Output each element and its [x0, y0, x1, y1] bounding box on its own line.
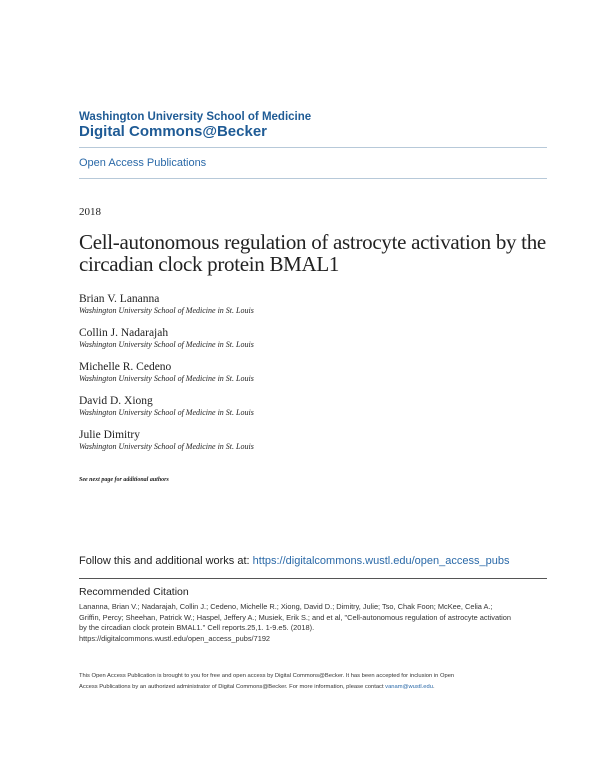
author-list — [79, 292, 479, 462]
footer-line — [79, 682, 549, 693]
citation-line: Griffin, Percy; Sheehan, Patrick W.; Haspel, Jeffery A.; Musiek, Erik S.; and et al, "Cell-autonomous regulation of astrocyte activation — [79, 612, 512, 622]
citation-url[interactable]: https://digitalcommons.wustl.edu/open_access_pubs/7192 — [79, 633, 271, 643]
repository-name[interactable]: Digital Commons@Becker — [79, 123, 268, 140]
recommended-citation-text — [79, 602, 549, 644]
recommended-citation-heading: Recommended Citation — [79, 586, 189, 598]
author-entry — [79, 292, 479, 316]
author-entry — [79, 326, 479, 350]
publication-year: 2018 — [79, 206, 101, 218]
footer-line2-prefix: Access Publications by an authorized administrator of Digital Commons@Becker. For more information, please contact — [79, 683, 386, 690]
institution-name: Washington University School of Medicine — [79, 111, 312, 123]
author-entry — [79, 394, 479, 418]
author-affiliation: Washington University School of Medicine in St. Louis — [79, 408, 254, 417]
citation-line: Lananna, Brian V.; Nadarajah, Collin J.; Cedeno, Michelle R.; Xiong, David D.; Dimitry, Julie; Tso, Chak Foon; McKee, Celia A.; — [79, 602, 493, 611]
author-affiliation: Washington University School of Medicine in St. Louis — [79, 374, 254, 383]
header-divider-bottom — [79, 178, 547, 179]
header-divider-top — [79, 147, 547, 148]
author-affiliation: Washington University School of Medicine in St. Louis — [79, 340, 254, 349]
contact-email-link[interactable]: vanam@wustl.edu — [385, 683, 433, 690]
footer-line2-suffix: . — [432, 683, 435, 690]
author-affiliation: Washington University School of Medicine in St. Louis — [79, 306, 254, 315]
author-name: David D. Xiong — [79, 395, 153, 407]
follow-line — [79, 555, 509, 567]
author-entry — [79, 360, 479, 384]
collection-link[interactable]: Open Access Publications — [79, 157, 207, 169]
see-next-page-note: See next page for additional authors — [79, 477, 169, 483]
citation-line: by the circadian clock protein BMAL1." Cell reports.25,1. 1-9.e5. (2018). — [79, 623, 315, 632]
author-name: Collin J. Nadarajah — [79, 327, 169, 339]
author-affiliation: Washington University School of Medicine in St. Louis — [79, 442, 254, 451]
footer-notice — [79, 671, 549, 692]
follow-link[interactable]: https://digitalcommons.wustl.edu/open_access_pubs — [252, 555, 510, 567]
author-name: Julie Dimitry — [79, 429, 141, 441]
author-name: Brian V. Lananna — [79, 293, 160, 305]
article-title: Cell-autonomous regulation of astrocyte activation by the circadian clock protein BMAL1 — [79, 230, 546, 276]
follow-prefix: Follow this and additional works at: — [79, 555, 253, 567]
author-name: Michelle R. Cedeno — [79, 361, 172, 373]
footer-line: This Open Access Publication is brought to you for free and open access by Digital Commons@Becker. It has been accepted for inclusion in Open — [79, 673, 455, 679]
author-entry — [79, 428, 479, 452]
citation-divider — [79, 578, 547, 579]
